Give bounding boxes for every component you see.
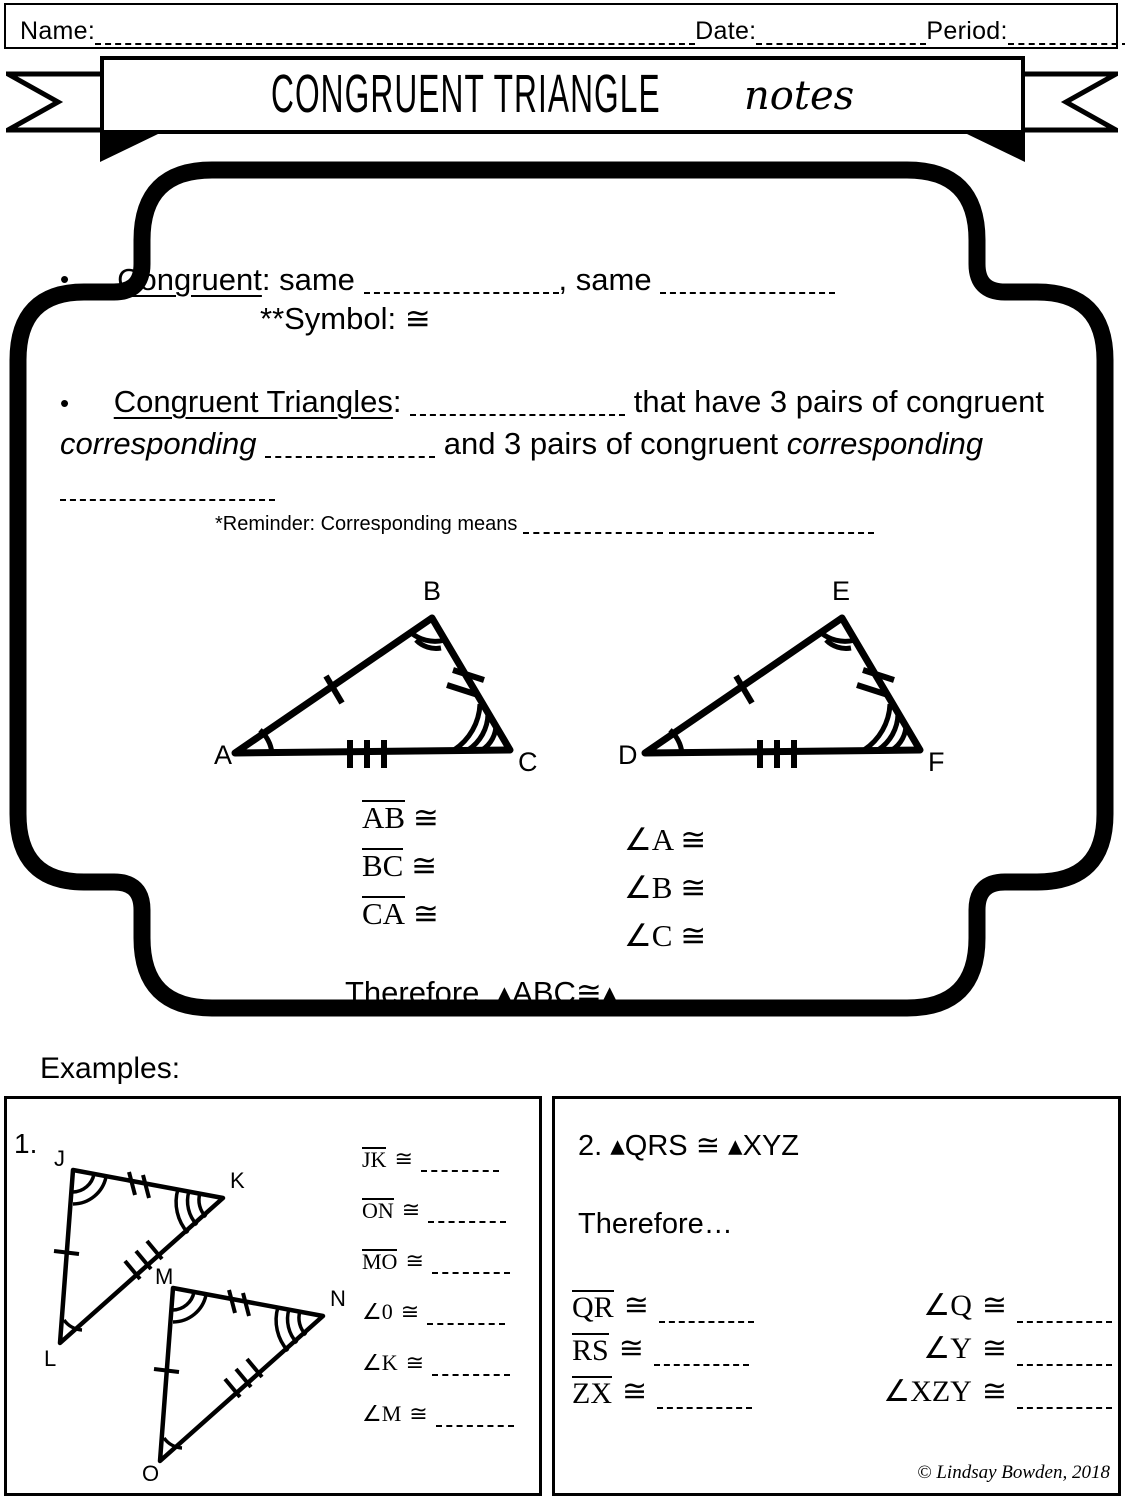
examples-label: Examples: — [40, 1052, 181, 1085]
ex1-cong-2: ≅ — [405, 1248, 424, 1273]
ang-stmt-2 — [624, 918, 824, 954]
vertex-label-a: A — [214, 740, 233, 770]
ribbon-fold-right-icon — [967, 134, 1025, 162]
ct-colon: : — [392, 383, 402, 419]
page-title-script: notes — [744, 73, 855, 119]
seg-stmt-0 — [362, 800, 572, 836]
triangle-abc — [235, 618, 510, 768]
list-item — [572, 1374, 822, 1409]
ex2-ang-0: ∠Q — [923, 1289, 972, 1322]
ct-italic-1: corresponding — [60, 426, 257, 462]
ex1-label-5: ∠M — [362, 1401, 402, 1426]
example-1-triangle-diagram — [28, 1148, 358, 1483]
term-congruent: Congruent — [117, 262, 262, 297]
ex1-blank-1[interactable] — [428, 1205, 506, 1223]
page-title-caps: CONGRUENT TRIANGLE — [270, 64, 661, 125]
congruent-colon-same: : same — [261, 262, 355, 297]
ex2-ang-2: ∠XZY — [883, 1375, 972, 1408]
ct-text-2: and 3 pairs of congruent — [443, 426, 779, 462]
list-item — [362, 1146, 537, 1172]
congruent-symbol-note: **Symbol: ≅ — [260, 300, 431, 336]
ex2-ang-blank-2[interactable] — [1017, 1389, 1112, 1409]
ex1-label-4: ∠K — [362, 1350, 398, 1375]
list-item — [822, 1288, 1112, 1323]
ang-stmt-0 — [624, 822, 824, 858]
ex1-cong-3: ≅ — [400, 1299, 420, 1324]
angle-congruence-column — [572, 800, 824, 954]
vertex-label-m: M — [155, 1264, 174, 1289]
cong-symbol-a2: ≅ — [680, 918, 707, 953]
therefore-statement: Therefore, ▴ABC≅▴ — [345, 975, 618, 1010]
ex2-seg-0: QR — [572, 1290, 614, 1324]
segment-label-0: AB — [362, 800, 406, 835]
ex2-seg-cong-1: ≅ — [618, 1332, 644, 1365]
example-2-angle-column — [822, 1288, 1112, 1409]
date-label: Date: — [695, 17, 757, 45]
list-item — [362, 1248, 537, 1274]
example-1-answer-list — [362, 1146, 537, 1452]
ex2-seg-blank-1[interactable] — [654, 1346, 749, 1366]
segment-label-2: CA — [362, 896, 406, 931]
cong-symbol-2: ≅ — [412, 896, 439, 931]
list-item — [362, 1299, 537, 1325]
example-2-therefore: Therefore… — [578, 1208, 733, 1240]
ex2-ang-1: ∠Y — [923, 1332, 972, 1365]
example-2-heading: 2. ▴QRS ≅ ▴XYZ — [578, 1130, 800, 1162]
ex2-ang-cong-0: ≅ — [981, 1289, 1007, 1322]
period-input-line[interactable] — [1008, 21, 1125, 45]
angle-label-1: ∠B — [624, 870, 673, 905]
blank-reminder-1[interactable] — [523, 518, 663, 534]
student-info-bar — [4, 3, 1118, 49]
ex2-seg-cong-2: ≅ — [622, 1375, 648, 1408]
blank-congruent-1[interactable] — [364, 272, 559, 294]
bullet-icon: • — [60, 264, 70, 294]
ex1-label-1: ON — [362, 1198, 394, 1224]
ex2-seg-blank-0[interactable] — [659, 1303, 754, 1323]
ex1-cong-5: ≅ — [409, 1401, 428, 1426]
ex2-ang-cong-1: ≅ — [981, 1332, 1007, 1365]
vertex-label-l: L — [44, 1346, 57, 1371]
ct-text-1: that have 3 pairs of congruent — [633, 383, 1044, 419]
ex1-label-0: JK — [362, 1147, 387, 1173]
note-bullet-congruent-triangles — [60, 381, 1070, 509]
reminder-text: *Reminder: Corresponding means — [215, 512, 518, 535]
angle-label-2: ∠C — [624, 918, 673, 953]
name-input-line[interactable] — [95, 21, 695, 45]
banner-plate — [100, 56, 1025, 134]
example-2-segment-column — [572, 1288, 822, 1409]
ex2-ang-blank-1[interactable] — [1017, 1346, 1112, 1366]
ex1-blank-2[interactable] — [432, 1256, 510, 1274]
cong-symbol-0: ≅ — [412, 800, 439, 835]
blank-congruent-2[interactable] — [660, 272, 835, 294]
list-item — [362, 1350, 537, 1376]
ex2-seg-cong-0: ≅ — [623, 1289, 649, 1322]
ex2-seg-2: ZX — [572, 1376, 612, 1410]
vertex-label-b: B — [423, 578, 442, 606]
period-label: Period: — [926, 17, 1008, 45]
triangle-jkl — [54, 1170, 223, 1343]
ct-italic-2: corresponding — [786, 426, 984, 462]
list-item — [572, 1331, 822, 1366]
blank-reminder-2[interactable] — [669, 518, 874, 534]
list-item — [572, 1288, 822, 1323]
name-label: Name: — [20, 17, 96, 45]
vertex-label-f: F — [928, 747, 945, 777]
list-item — [822, 1331, 1112, 1366]
ex1-blank-5[interactable] — [436, 1409, 514, 1427]
blank-ct-2[interactable] — [265, 436, 435, 458]
blank-ct-1[interactable] — [410, 394, 625, 416]
vertex-label-n: N — [330, 1286, 346, 1311]
list-item — [362, 1401, 537, 1427]
ex1-blank-4[interactable] — [432, 1358, 510, 1376]
ex1-blank-3[interactable] — [427, 1307, 505, 1325]
cong-symbol-1: ≅ — [411, 848, 438, 883]
example-2-answer-lists — [572, 1288, 1117, 1409]
ex1-label-3: ∠0 — [362, 1299, 393, 1324]
triangle-def — [645, 618, 920, 768]
seg-stmt-1 — [362, 848, 572, 884]
vertex-label-j: J — [54, 1148, 65, 1171]
list-item — [822, 1374, 1112, 1409]
cong-symbol-a1: ≅ — [680, 870, 707, 905]
ex1-label-2: MO — [362, 1249, 398, 1275]
reminder-line — [215, 513, 1070, 536]
congruent-mid: , same — [558, 262, 652, 297]
segment-label-1: BC — [362, 848, 404, 883]
note-bullet-congruent — [60, 262, 1070, 299]
ex1-cong-1: ≅ — [401, 1197, 421, 1222]
triangle-mno — [154, 1288, 323, 1461]
ex2-seg-1: RS — [572, 1333, 609, 1367]
ex2-ang-cong-2: ≅ — [981, 1375, 1007, 1408]
term-congruent-triangles: Congruent Triangles — [113, 383, 393, 419]
ex1-cong-0: ≅ — [394, 1146, 413, 1171]
notes-content — [60, 262, 1070, 536]
copyright-notice: © Lindsay Bowden, 2018 — [917, 1462, 1110, 1483]
vertex-label-e: E — [832, 578, 851, 606]
ex1-blank-0[interactable] — [421, 1154, 499, 1172]
segment-congruence-column — [330, 800, 572, 954]
angle-label-0: ∠A — [624, 822, 673, 857]
page-title — [270, 64, 855, 125]
bullet-icon-2: • — [60, 387, 70, 418]
ribbon-fold-left-icon — [100, 134, 158, 162]
date-input-line[interactable] — [756, 21, 926, 45]
ex2-ang-blank-0[interactable] — [1017, 1303, 1112, 1323]
main-triangle-pair-diagram — [200, 578, 990, 788]
ex1-cong-4: ≅ — [405, 1350, 425, 1375]
ang-stmt-1 — [624, 870, 824, 906]
cong-symbol-a0: ≅ — [680, 822, 707, 857]
example-1-number: 1. — [14, 1128, 38, 1159]
vertex-label-k: K — [230, 1168, 245, 1193]
congruence-statements — [330, 800, 750, 954]
ex2-seg-blank-2[interactable] — [657, 1389, 752, 1409]
blank-ct-3[interactable] — [60, 479, 275, 501]
vertex-label-c: C — [518, 747, 538, 777]
seg-stmt-2 — [362, 896, 572, 932]
list-item — [362, 1197, 537, 1223]
title-banner — [0, 52, 1125, 150]
vertex-label-o: O — [142, 1461, 160, 1483]
vertex-label-d: D — [618, 740, 638, 770]
